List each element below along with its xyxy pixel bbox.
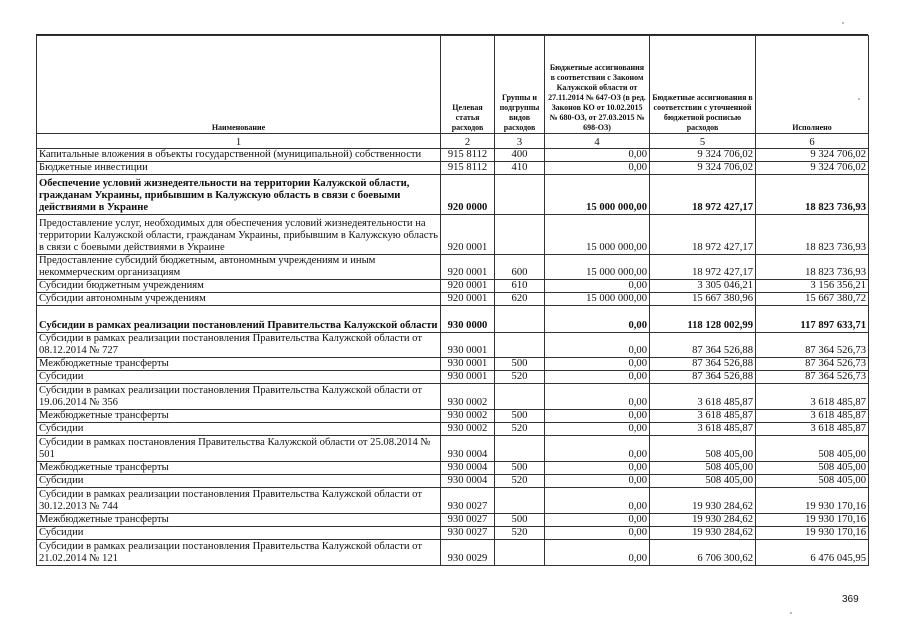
row-name: Межбюджетные трансферты: [37, 358, 441, 371]
scan-speck: [858, 98, 860, 100]
row-name: Субсидии в рамках постановления Правительства Калужской области от 25.08.2014 № 501: [37, 436, 441, 462]
row-law-amount: 0,00: [545, 384, 650, 410]
row-law-amount: 0,00: [545, 306, 650, 333]
row-law-amount: 0,00: [545, 410, 650, 423]
row-target-article: 930 0029: [441, 540, 495, 566]
row-target-article: 920 0001: [441, 280, 495, 293]
row-expense-group: 500: [495, 410, 545, 423]
row-expense-group: 520: [495, 475, 545, 488]
table-row: [37, 358, 869, 371]
page-number: 369: [842, 594, 859, 605]
table-row: [37, 293, 869, 306]
table-row: [37, 475, 869, 488]
row-revised-amount: 19 930 284,62: [650, 514, 756, 527]
row-target-article: 920 0000: [441, 175, 495, 215]
table-body: [37, 149, 869, 566]
row-target-article: 915 8112: [441, 162, 495, 175]
table-row: [37, 280, 869, 293]
row-law-amount: 0,00: [545, 540, 650, 566]
row-expense-group: 520: [495, 527, 545, 540]
row-revised-amount: 9 324 706,02: [650, 162, 756, 175]
row-executed-amount: 117 897 633,71: [756, 306, 869, 333]
row-revised-amount: 3 618 485,87: [650, 410, 756, 423]
row-revised-amount: 19 930 284,62: [650, 527, 756, 540]
row-name: Субсидии автономным учреждениям: [37, 293, 441, 306]
table-row: [37, 488, 869, 514]
col-number: 3: [495, 134, 545, 149]
budget-sheet: [36, 34, 868, 566]
row-name: Субсидии в рамках реализации постановлений Правительства Калужской области: [37, 306, 441, 333]
row-expense-group: 500: [495, 358, 545, 371]
header-revised-allocations: Бюджетные ассигнования в соответствии с уточненной бюджетной росписью расходов: [650, 36, 756, 134]
row-target-article: 930 0004: [441, 436, 495, 462]
row-target-article: 930 0002: [441, 384, 495, 410]
row-expense-group: 500: [495, 514, 545, 527]
col-number: 1: [37, 134, 441, 149]
row-name: Субсидии в рамках реализации постановления Правительства Калужской области от 21.02.2014 № 121: [37, 540, 441, 566]
row-expense-group: 400: [495, 149, 545, 162]
header-name: Наименование: [37, 36, 441, 134]
row-name: Капитальные вложения в объекты государственной (муниципальной) собственности: [37, 149, 441, 162]
header-expense-groups: Группы и подгруппы видов расходов: [495, 36, 545, 134]
row-executed-amount: 15 667 380,72: [756, 293, 869, 306]
row-target-article: 920 0001: [441, 215, 495, 255]
row-target-article: 930 0004: [441, 475, 495, 488]
row-name: Межбюджетные трансферты: [37, 410, 441, 423]
row-law-amount: 0,00: [545, 371, 650, 384]
row-target-article: 930 0002: [441, 410, 495, 423]
table-row: [37, 462, 869, 475]
table-row: [37, 215, 869, 255]
row-revised-amount: 87 364 526,88: [650, 333, 756, 358]
row-target-article: 930 0000: [441, 306, 495, 333]
row-name: Бюджетные инвестиции: [37, 162, 441, 175]
row-law-amount: 0,00: [545, 423, 650, 436]
row-revised-amount: 18 972 427,17: [650, 215, 756, 255]
row-name: Субсидии в рамках реализации постановления Правительства Калужской области от 30.12.2013 № 744: [37, 488, 441, 514]
table-row: [37, 540, 869, 566]
row-executed-amount: 18 823 736,93: [756, 175, 869, 215]
row-name: Субсидии в рамках реализации постановления Правительства Калужской области от 08.12.2014 № 727: [37, 333, 441, 358]
row-law-amount: 15 000 000,00: [545, 255, 650, 280]
table-row: [37, 527, 869, 540]
row-revised-amount: 15 667 380,96: [650, 293, 756, 306]
row-target-article: 930 0001: [441, 358, 495, 371]
row-name: Субсидии: [37, 371, 441, 384]
row-target-article: 930 0004: [441, 462, 495, 475]
row-executed-amount: 508 405,00: [756, 462, 869, 475]
row-name: Субсидии: [37, 475, 441, 488]
row-revised-amount: 3 618 485,87: [650, 423, 756, 436]
row-name: Обеспечение условий жизнедеятельности на территории Калужской области, гражданам Украины, прибывшим в Калужскую область в связи с боевыми действиями в Украине: [37, 175, 441, 215]
row-law-amount: 0,00: [545, 462, 650, 475]
row-executed-amount: 19 930 170,16: [756, 514, 869, 527]
table-row: [37, 384, 869, 410]
table-row: [37, 514, 869, 527]
row-expense-group: 610: [495, 280, 545, 293]
row-executed-amount: 19 930 170,16: [756, 488, 869, 514]
col-number: 5: [650, 134, 756, 149]
row-law-amount: 0,00: [545, 527, 650, 540]
row-revised-amount: 18 972 427,17: [650, 255, 756, 280]
row-executed-amount: 18 823 736,93: [756, 215, 869, 255]
row-revised-amount: 87 364 526,88: [650, 371, 756, 384]
row-law-amount: 15 000 000,00: [545, 175, 650, 215]
table-row: [37, 333, 869, 358]
header-target-article: Целевая статья расходов: [441, 36, 495, 134]
row-law-amount: 0,00: [545, 488, 650, 514]
table-row: [37, 423, 869, 436]
table-header: [37, 36, 869, 149]
row-target-article: 930 0001: [441, 333, 495, 358]
row-expense-group: [495, 436, 545, 462]
row-executed-amount: 3 618 485,87: [756, 384, 869, 410]
row-law-amount: 15 000 000,00: [545, 293, 650, 306]
row-executed-amount: 87 364 526,73: [756, 371, 869, 384]
row-executed-amount: 18 823 736,93: [756, 255, 869, 280]
table-row: [37, 371, 869, 384]
row-executed-amount: 508 405,00: [756, 475, 869, 488]
header-law-allocations: Бюджетные ассигнования в соответствии с Законом Калужской области от 27.11.2014 № 647-ОЗ (в ред. Законов КО от 10.02.2015 № 680-ОЗ, от 27.03.2015 № 698-ОЗ): [545, 36, 650, 134]
row-name: Межбюджетные трансферты: [37, 462, 441, 475]
row-law-amount: 15 000 000,00: [545, 215, 650, 255]
row-executed-amount: 19 930 170,16: [756, 527, 869, 540]
row-revised-amount: 508 405,00: [650, 475, 756, 488]
row-revised-amount: 508 405,00: [650, 436, 756, 462]
row-revised-amount: 9 324 706,02: [650, 149, 756, 162]
row-revised-amount: 3 618 485,87: [650, 384, 756, 410]
row-name: Предоставление субсидий бюджетным, автономным учреждениям и иным некоммерческим организациям: [37, 255, 441, 280]
table-row: [37, 306, 869, 333]
row-executed-amount: 87 364 526,73: [756, 358, 869, 371]
table-row: [37, 175, 869, 215]
row-law-amount: 0,00: [545, 280, 650, 293]
table-row: [37, 149, 869, 162]
row-target-article: 930 0027: [441, 488, 495, 514]
col-number: 4: [545, 134, 650, 149]
row-revised-amount: 118 128 002,99: [650, 306, 756, 333]
row-expense-group: 620: [495, 293, 545, 306]
row-expense-group: 600: [495, 255, 545, 280]
row-law-amount: 0,00: [545, 358, 650, 371]
row-revised-amount: 19 930 284,62: [650, 488, 756, 514]
row-executed-amount: 3 618 485,87: [756, 410, 869, 423]
row-executed-amount: 9 324 706,02: [756, 149, 869, 162]
row-executed-amount: 3 156 356,21: [756, 280, 869, 293]
row-law-amount: 0,00: [545, 333, 650, 358]
table-row: [37, 255, 869, 280]
row-expense-group: 520: [495, 371, 545, 384]
row-name: Межбюджетные трансферты: [37, 514, 441, 527]
table-row: [37, 436, 869, 462]
row-executed-amount: 508 405,00: [756, 436, 869, 462]
row-law-amount: 0,00: [545, 162, 650, 175]
row-revised-amount: 508 405,00: [650, 462, 756, 475]
row-expense-group: [495, 306, 545, 333]
row-expense-group: [495, 175, 545, 215]
row-target-article: 920 0001: [441, 293, 495, 306]
row-executed-amount: 3 618 485,87: [756, 423, 869, 436]
row-law-amount: 0,00: [545, 436, 650, 462]
row-revised-amount: 3 305 046,21: [650, 280, 756, 293]
row-revised-amount: 87 364 526,88: [650, 358, 756, 371]
row-expense-group: [495, 384, 545, 410]
scan-speck: [842, 22, 844, 24]
row-name: Субсидии бюджетным учреждениям: [37, 280, 441, 293]
row-target-article: 930 0027: [441, 527, 495, 540]
row-expense-group: [495, 540, 545, 566]
row-law-amount: 0,00: [545, 149, 650, 162]
row-expense-group: 500: [495, 462, 545, 475]
scan-speck: [790, 612, 792, 614]
col-number: 2: [441, 134, 495, 149]
row-name: Субсидии: [37, 527, 441, 540]
row-revised-amount: 6 706 300,62: [650, 540, 756, 566]
row-target-article: 930 0002: [441, 423, 495, 436]
row-executed-amount: 9 324 706,02: [756, 162, 869, 175]
row-name: Субсидии: [37, 423, 441, 436]
table-row: [37, 410, 869, 423]
row-name: Предоставление услуг, необходимых для обеспечения условий жизнедеятельности на территории Калужской области, гражданам Украины, прибывшим в Калужскую область в связи с боевыми действиями в Украине: [37, 215, 441, 255]
row-expense-group: 410: [495, 162, 545, 175]
row-expense-group: 520: [495, 423, 545, 436]
row-executed-amount: 6 476 045,95: [756, 540, 869, 566]
row-target-article: 930 0001: [441, 371, 495, 384]
row-law-amount: 0,00: [545, 475, 650, 488]
row-executed-amount: 87 364 526,73: [756, 333, 869, 358]
table-row: [37, 162, 869, 175]
row-target-article: 920 0001: [441, 255, 495, 280]
row-expense-group: [495, 488, 545, 514]
row-target-article: 930 0027: [441, 514, 495, 527]
row-target-article: 915 8112: [441, 149, 495, 162]
header-executed: Исполнено: [756, 36, 869, 134]
row-expense-group: [495, 333, 545, 358]
row-expense-group: [495, 215, 545, 255]
row-revised-amount: 18 972 427,17: [650, 175, 756, 215]
row-name: Субсидии в рамках реализации постановления Правительства Калужской области от 19.06.2014 № 356: [37, 384, 441, 410]
budget-table: [36, 35, 869, 566]
row-law-amount: 0,00: [545, 514, 650, 527]
col-number: 6: [756, 134, 869, 149]
